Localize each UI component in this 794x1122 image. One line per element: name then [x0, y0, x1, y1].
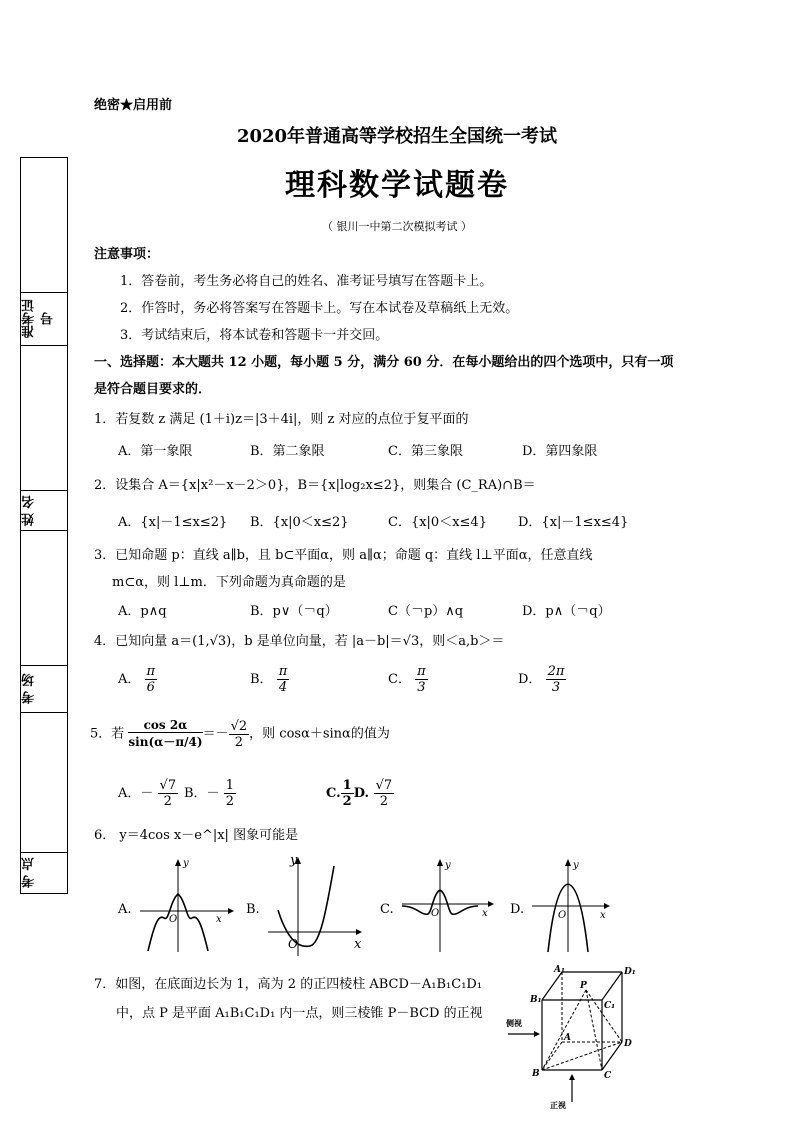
strip-divider [20, 292, 68, 293]
q7-stem: 7．如图，在底面边长为 1，高为 2 的正四棱柱 ABCD－A₁B₁C₁D₁ [94, 977, 483, 992]
q7-label-p: P [580, 981, 587, 991]
q5-frac-den: sin(α－π/4) [128, 735, 203, 749]
q4-option-c-label: C． [388, 672, 411, 687]
q1-option-a: A．第一象限 [118, 444, 193, 459]
q4-option-b [250, 664, 289, 695]
q6-d-axis-x: x [600, 910, 606, 921]
section-heading-cont: 是符合题目要求的． [94, 382, 212, 397]
q6-graph-c [398, 856, 498, 956]
q5-frac-num: cos 2α [128, 718, 202, 733]
q5-option-a [118, 778, 178, 809]
q5-stem [90, 718, 390, 750]
q6-c-origin: O [431, 908, 440, 919]
q6-graph-b [264, 852, 370, 960]
q6-option-c-label: C. [380, 902, 394, 917]
q5-prefix: 5．若 [90, 726, 125, 742]
q6-b-origin: O [288, 937, 298, 951]
q3-option-c: C（￢p）∧q [388, 604, 464, 619]
q5-option-c-label: C. [326, 786, 341, 801]
q6-d-axis-y: y [573, 860, 579, 871]
strip-divider [20, 712, 68, 713]
q7-stem-cont: 中，点 P 是平面 A₁B₁C₁D₁ 内一点，则三棱锥 P－BCD 的正视 [116, 1006, 483, 1021]
note-item: 3．考试结束后，将本试卷和答题卡一并交回。 [120, 328, 389, 343]
q7-label-c1: C₁ [604, 1001, 616, 1011]
q4-option-a [118, 664, 157, 695]
q4-d-num: 2π [547, 664, 565, 679]
strip-divider [20, 530, 68, 531]
q5-rhs-num: √2 [230, 718, 248, 734]
strip-label-exam-number: 准考证号 [22, 299, 56, 339]
q4-option-d-label: D． [518, 672, 542, 687]
page-title: 理科数学试题卷 [285, 168, 509, 203]
strip-divider [20, 490, 68, 491]
q4-a-num: π [146, 664, 156, 679]
q5-b-den: 2 [225, 794, 234, 809]
q4-option-a-label: A． [118, 672, 141, 687]
q1-option-b: B．第二象限 [250, 444, 325, 459]
q6-stem: 6． y＝4cos x－e^|x| 图象可能是 [94, 828, 299, 843]
q4-stem: 4．已知向量 a＝(1,√3)，b 是单位向量，若 |a－b|＝√3，则＜a,b＞＝ [94, 634, 505, 649]
q7-prism-figure [500, 962, 650, 1112]
q5-option-c [326, 778, 394, 809]
q6-graph-d [528, 856, 618, 956]
q6-b-axis-y: y [290, 853, 298, 868]
q6-c-axis-x: x [482, 908, 488, 919]
q5-c-num: 1 [342, 778, 352, 793]
q5-option-a-label: A．－ [118, 786, 154, 801]
q5-equals: ＝－ [202, 726, 229, 742]
q4-c-num: π [417, 664, 426, 679]
exam-title: 2020年普通高等学校招生全国统一考试 [236, 126, 558, 147]
q4-d-den: 3 [551, 680, 561, 695]
q6-option-a-label: A. [118, 902, 132, 917]
q5-d-den: 2 [379, 794, 388, 809]
q5-rhs-den: 2 [234, 734, 244, 750]
q6-c-axis-y: y [445, 860, 451, 871]
q2-stem: 2．设集合 A＝{x|x²－x－2＞0}，B＝{x|log₂x≤2}，则集合 (C_RA)∩B＝ [94, 478, 536, 493]
q5-option-b [184, 778, 236, 809]
strip-label-site: 考 点 [22, 857, 37, 889]
q5-a-num: √7 [159, 778, 177, 793]
q3-stem: 3．已知命题 p：直线 a∥b，且 b⊂平面α，则 a∥α；命题 q：直线 l⊥平面α，任意直线 [94, 548, 593, 563]
q5-d-num: √7 [375, 778, 393, 793]
q3-option-a: A．p∧q [118, 604, 167, 619]
q7-front-view-label: 正视 [550, 1100, 566, 1110]
section-heading: 一、选择题：本大题共 12 小题，每小题 5 分，满分 60 分．在每小题给出的四个选项中，只有一项 [94, 355, 674, 370]
q5-c-den: 2 [342, 794, 352, 809]
q4-b-den: 4 [278, 680, 288, 695]
q6-a-origin: O [169, 914, 178, 925]
q2-option-c: C．{x|0＜x≤4} [388, 515, 487, 530]
q5-option-b-label: B．－ [184, 786, 220, 801]
q7-label-a1: A₁ [554, 965, 565, 975]
strip-divider [20, 345, 68, 346]
strip-label-room: 考 场 [22, 673, 37, 705]
q4-b-num: π [278, 664, 288, 679]
exam-subtitle: （ 银川一中第二次模拟考试 ） [322, 220, 472, 233]
q4-option-c [388, 664, 428, 695]
strip-divider [20, 665, 68, 666]
q7-side-view-label: 侧视 [506, 1018, 522, 1028]
notes-heading: 注意事项： [94, 247, 160, 262]
q6-a-axis-x: x [216, 914, 222, 925]
q6-d-origin: O [558, 910, 567, 921]
q5-a-den: 2 [163, 794, 172, 809]
q5-option-d-label: D. [353, 786, 370, 801]
q6-graph-a [136, 856, 236, 956]
q3-option-b: B．p∨（￢q） [250, 604, 338, 619]
q7-label-d: D [624, 1039, 632, 1049]
q5-b-num: 1 [225, 778, 234, 793]
q5-suffix: ，则 cosα＋sinα的值为 [249, 726, 390, 742]
q4-option-d [518, 664, 566, 695]
q2-option-d: D．{x|－1≤x≤4} [518, 515, 629, 530]
q6-b-axis-x: x [354, 937, 362, 952]
strip-label-name: 姓 名 [22, 495, 37, 527]
note-item: 2．作答时，务必将答案写在答题卡上。写在本试卷及草稿纸上无效。 [120, 301, 519, 316]
secret-mark: 绝密★启用前 [94, 98, 173, 113]
q1-option-c: C．第三象限 [388, 444, 463, 459]
q6-option-d-label: D. [510, 902, 525, 917]
q2-option-a: A．{x|－1≤x≤2} [118, 515, 228, 530]
q6-option-b-label: B. [246, 902, 260, 917]
q4-a-den: 6 [146, 680, 155, 695]
q7-label-b1: B₁ [530, 995, 542, 1005]
strip-divider [20, 852, 68, 853]
q7-label-a: A [564, 1033, 571, 1043]
q3-stem-cont: m⊂α，则 l⊥m．下列命题为真命题的是 [112, 575, 346, 590]
q2-option-b: B．{x|0＜x≤2} [250, 515, 349, 530]
q1-stem: 1．若复数 z 满足 (1＋i)z＝|3＋4i|，则 z 对应的点位于复平面的 [94, 412, 469, 427]
q6-a-axis-y: y [183, 858, 189, 869]
q1-option-d: D．第四象限 [522, 444, 598, 459]
q7-label-c: C [604, 1071, 612, 1081]
q3-option-d: D．p∧（￢q） [522, 604, 611, 619]
q7-label-d1: D₁ [624, 967, 636, 977]
q4-option-b-label: B． [250, 672, 273, 687]
q7-label-b: B [532, 1069, 540, 1079]
q4-c-den: 3 [417, 680, 426, 695]
note-item: 1．答卷前，考生务必将自己的姓名、准考证号填写在答题卡上。 [120, 274, 493, 289]
